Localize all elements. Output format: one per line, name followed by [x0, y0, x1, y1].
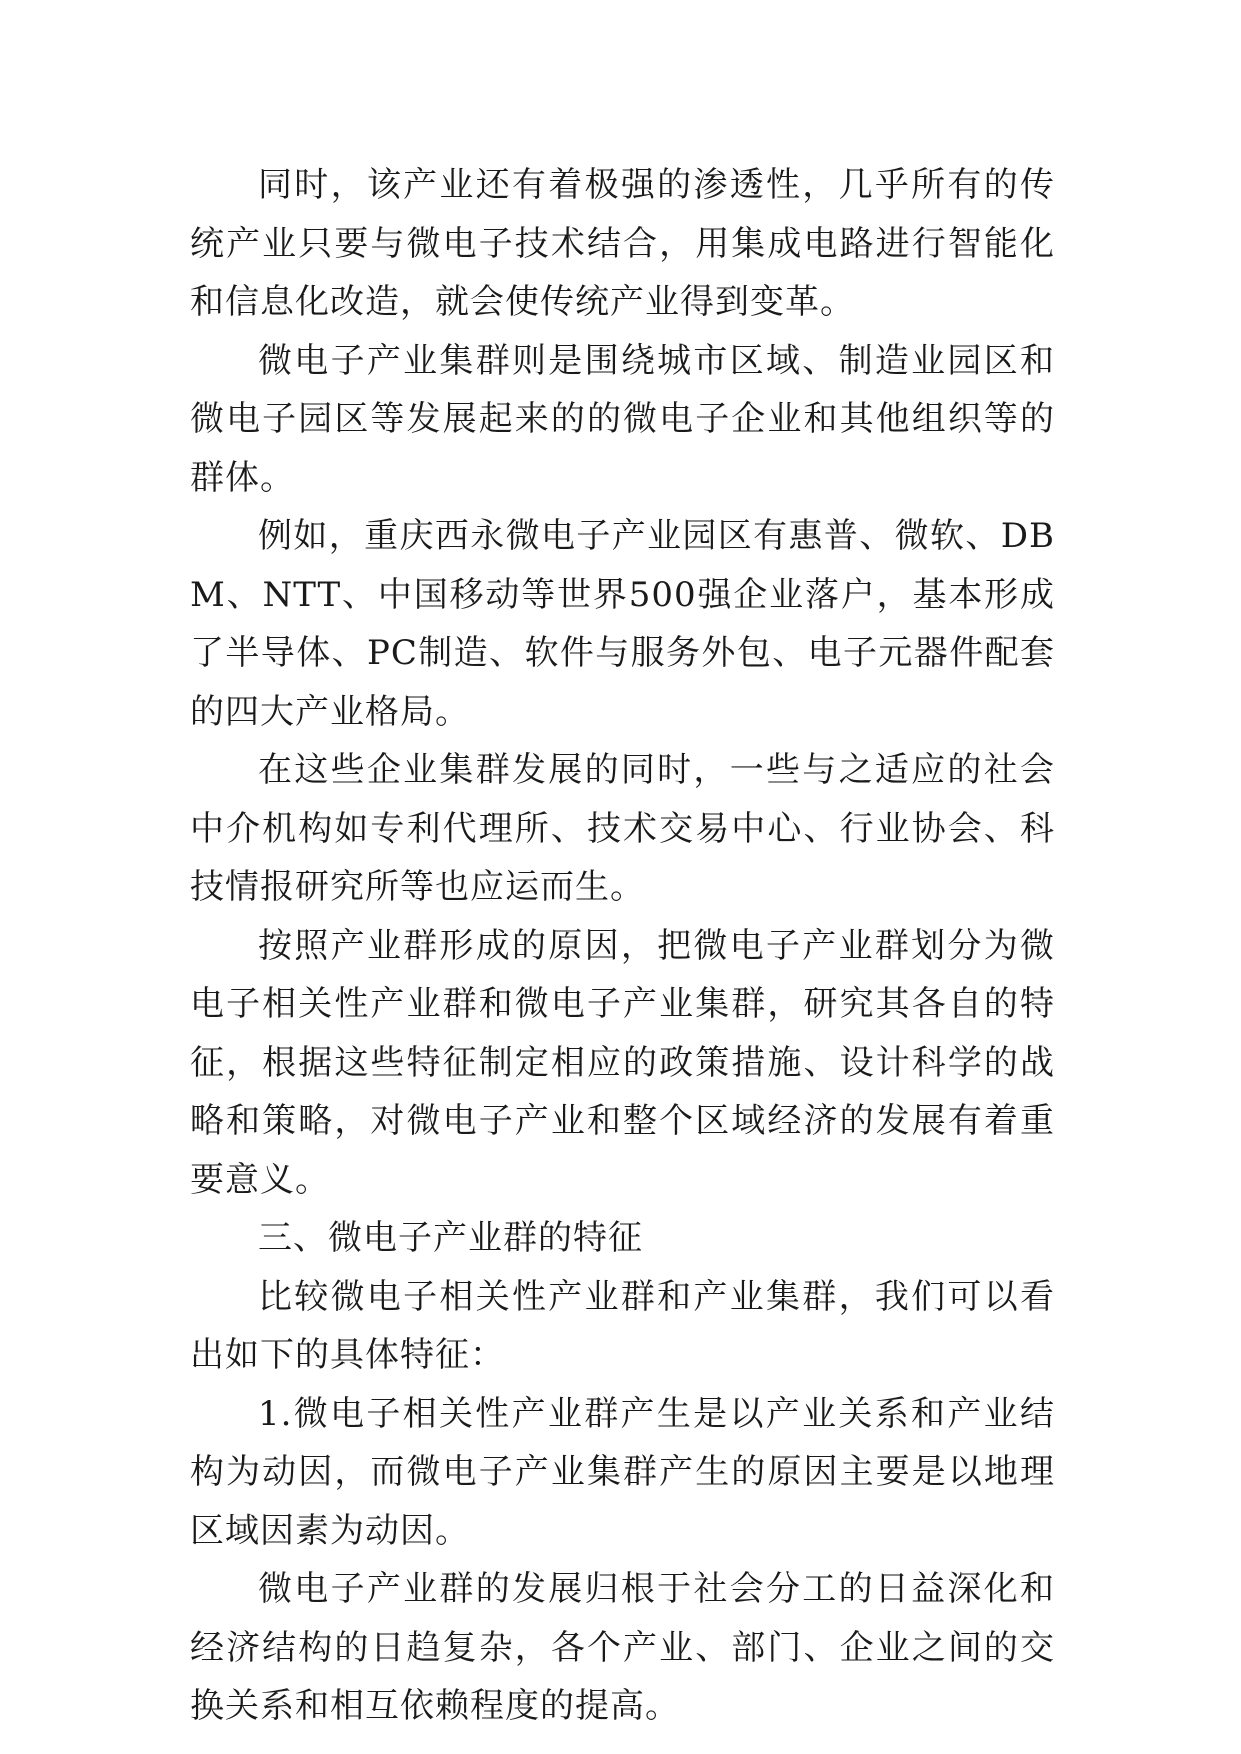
paragraph: 按照产业群形成的原因，把微电子产业群划分为微电子相关性产业群和微电子产业集群，研究其各自的特征，根据这些特征制定相应的政策措施、设计科学的战略和策略，对微电子产业和整个区域经济的发展有着重要意义。	[190, 925, 1055, 1200]
paragraph: 例如，重庆西永微电子产业园区有惠普、微软、DBM、NTT、中国移动等世界500强企业落户，基本形成了半导体、PC制造、软件与服务外包、电子元器件配套的四大产业格局。	[190, 516, 1055, 732]
paragraph: 同时，该产业还有着极强的渗透性，几乎所有的传统产业只要与微电子技术结合，用集成电路进行智能化和信息化改造，就会使传统产业得到变革。	[190, 165, 1055, 322]
paragraph: 微电子产业集群则是围绕城市区域、制造业园区和微电子园区等发展起来的的微电子企业和其他组织等的群体。	[190, 340, 1055, 498]
paragraph: 1.微电子相关性产业群产生是以产业关系和产业结构为动因，而微电子产业集群产生的原因主要是以地理区域因素为动因。	[190, 1393, 1055, 1551]
paragraph: 在这些企业集群发展的同时，一些与之适应的社会中介机构如专利代理所、技术交易中心、行业协会、科技情报研究所等也应运而生。	[190, 750, 1055, 907]
paragraph: 微电子产业群的发展归根于社会分工的日益深化和经济结构的日趋复杂，各个产业、部门、企业之间的交换关系和相互依赖程度的提高。	[190, 1569, 1055, 1726]
paragraph: 比较微电子相关性产业群和产业集群，我们可以看出如下的具体特征：	[190, 1276, 1055, 1375]
document-body	[190, 156, 1055, 1736]
section-heading: 三、微电子产业群的特征	[258, 1218, 643, 1258]
